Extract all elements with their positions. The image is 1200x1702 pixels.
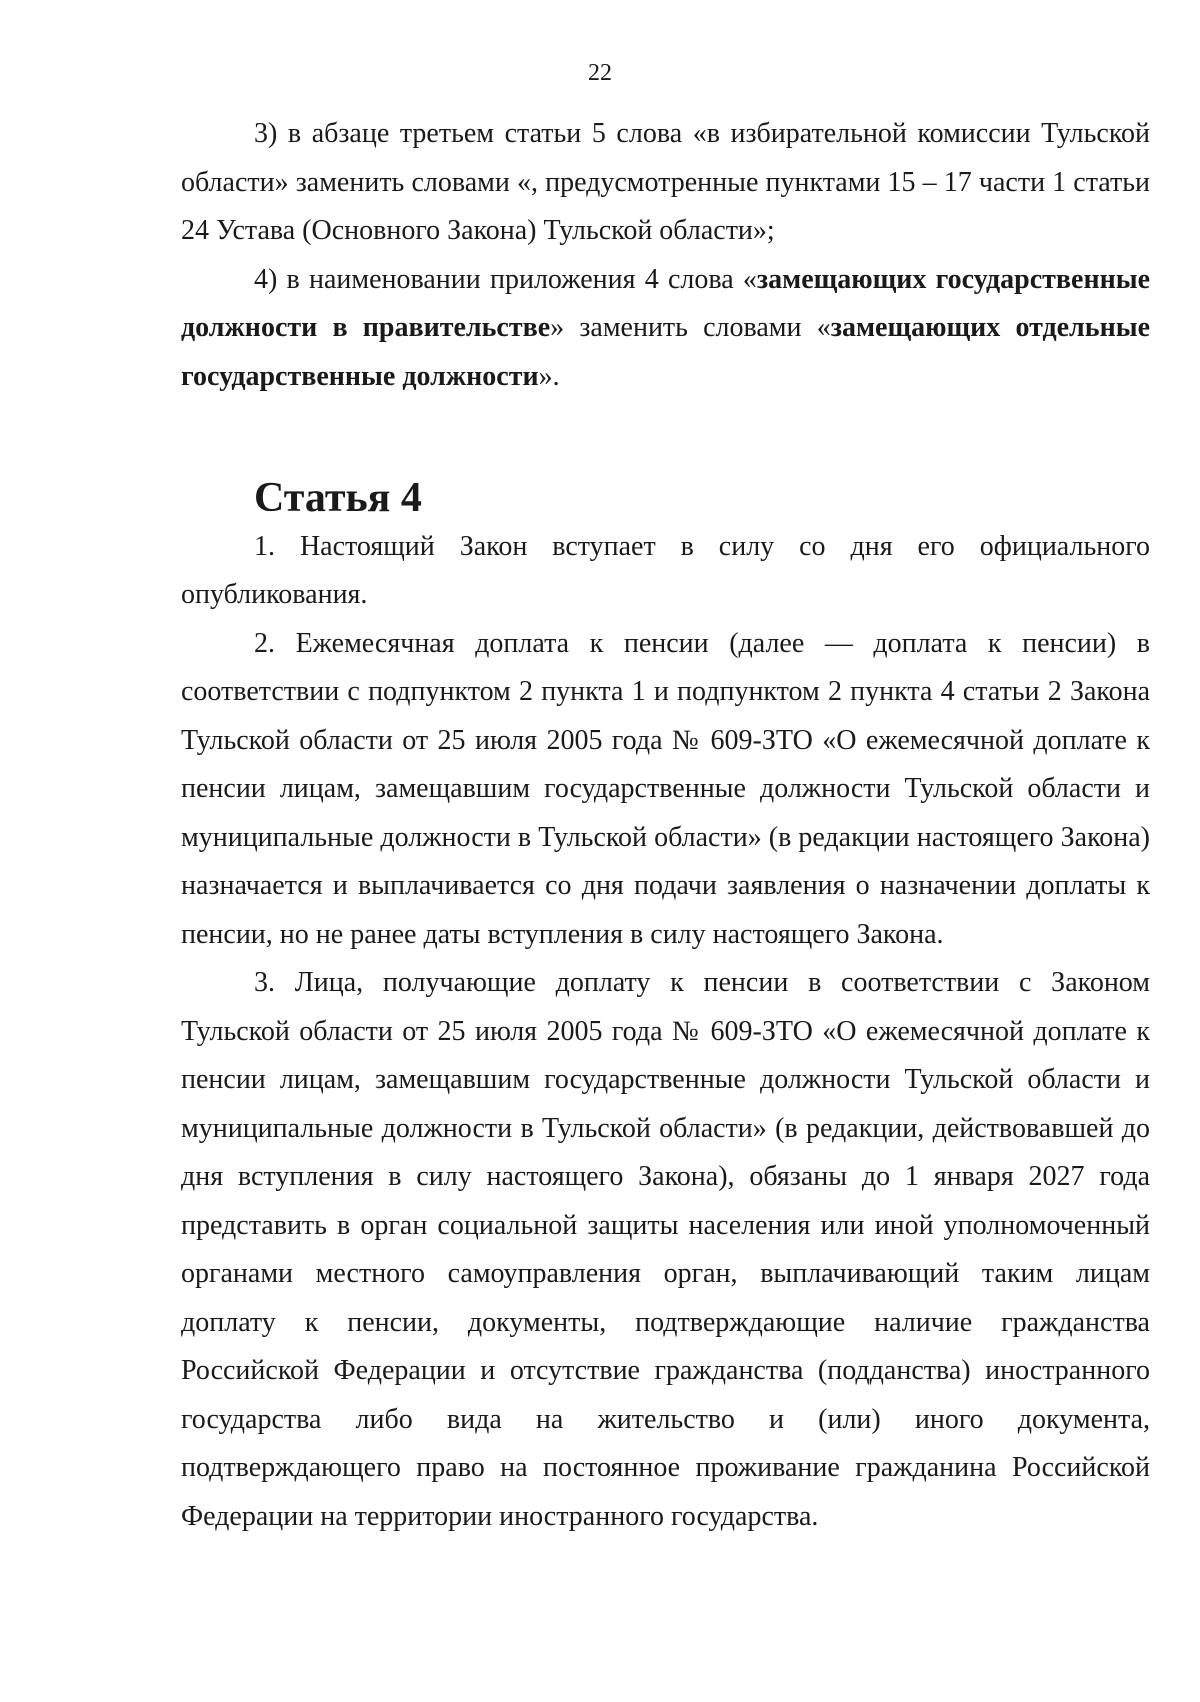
paragraph-text: » заменить словами « [550, 312, 831, 343]
paragraph-text: ». [538, 360, 560, 392]
paragraph-item-4 [181, 256, 1150, 402]
article-paragraph-2: 2. Ежемесячная доплата к пенсии (далее — доплата к пенсии) в соответствии с подпунктом 2 пункта 1 и подпунктом 2 пункта 4 статьи 2 Закона Тульской области от 25 июля 2005 года № 609-ЗТО «О ежемесячной доплате к пенсии лицам, замещавшим государственные должности Тульской области и муниципальные должности в Тульской области» (в редакции настоящего Закона) назначается и выплачивается со дня подачи заявления о назначении доплаты к пенсии, но не ранее даты вступления в силу настоящего Закона. [181, 627, 1150, 950]
article-paragraph-1: 1. Настоящий Закон вступает в силу со дня его официального опубликования. [181, 530, 1150, 610]
bold-quoted-phrase: замещающих государственные должности в правительстве [181, 263, 1150, 343]
paragraph-item-3 [181, 110, 1150, 256]
page-number: 22 [588, 60, 612, 86]
article-paragraph-3: 3. Лица, получающие доплату к пенсии в соответствии с Законом Тульской области от 25 июля 2005 года № 609-ЗТО «О ежемесячной доплате к пенсии лицам, замещавшим государственные должности Тульской области и муниципальные должности в Тульской области» (в редакции, действовавшей до дня вступления в силу настоящего Закона), обязаны до 1 января 2027 года представить в орган социальной защиты населения или иной уполномоченный органами местного самоуправления орган, выплачивающий таким лицам доплату к пенсии, документы, подтверждающие наличие гражданства Российской Федерации и отсутствие гражданства (подданства) иностранного государства либо вида на жительство и (или) иного документа, подтверждающего право на постоянное проживание гражданина Российской Федерации на территории иностранного государства. [181, 967, 1150, 1532]
article-heading: Статья 4 [254, 475, 422, 521]
document-body [181, 110, 1150, 1541]
bold-quoted-phrase: замещающих отдельные государственные должности [181, 312, 1150, 392]
paragraph-text: 3) в абзаце третьем статьи 5 слова «в избирательной комиссии Тульской области» заменить словами «, предусмотренные пунктами 15 – 17 части 1 статьи 24 Устава (Основного Закона) Тульской области»; [181, 118, 1150, 246]
paragraph-text: 4) в наименовании приложения 4 слова « [254, 263, 757, 295]
